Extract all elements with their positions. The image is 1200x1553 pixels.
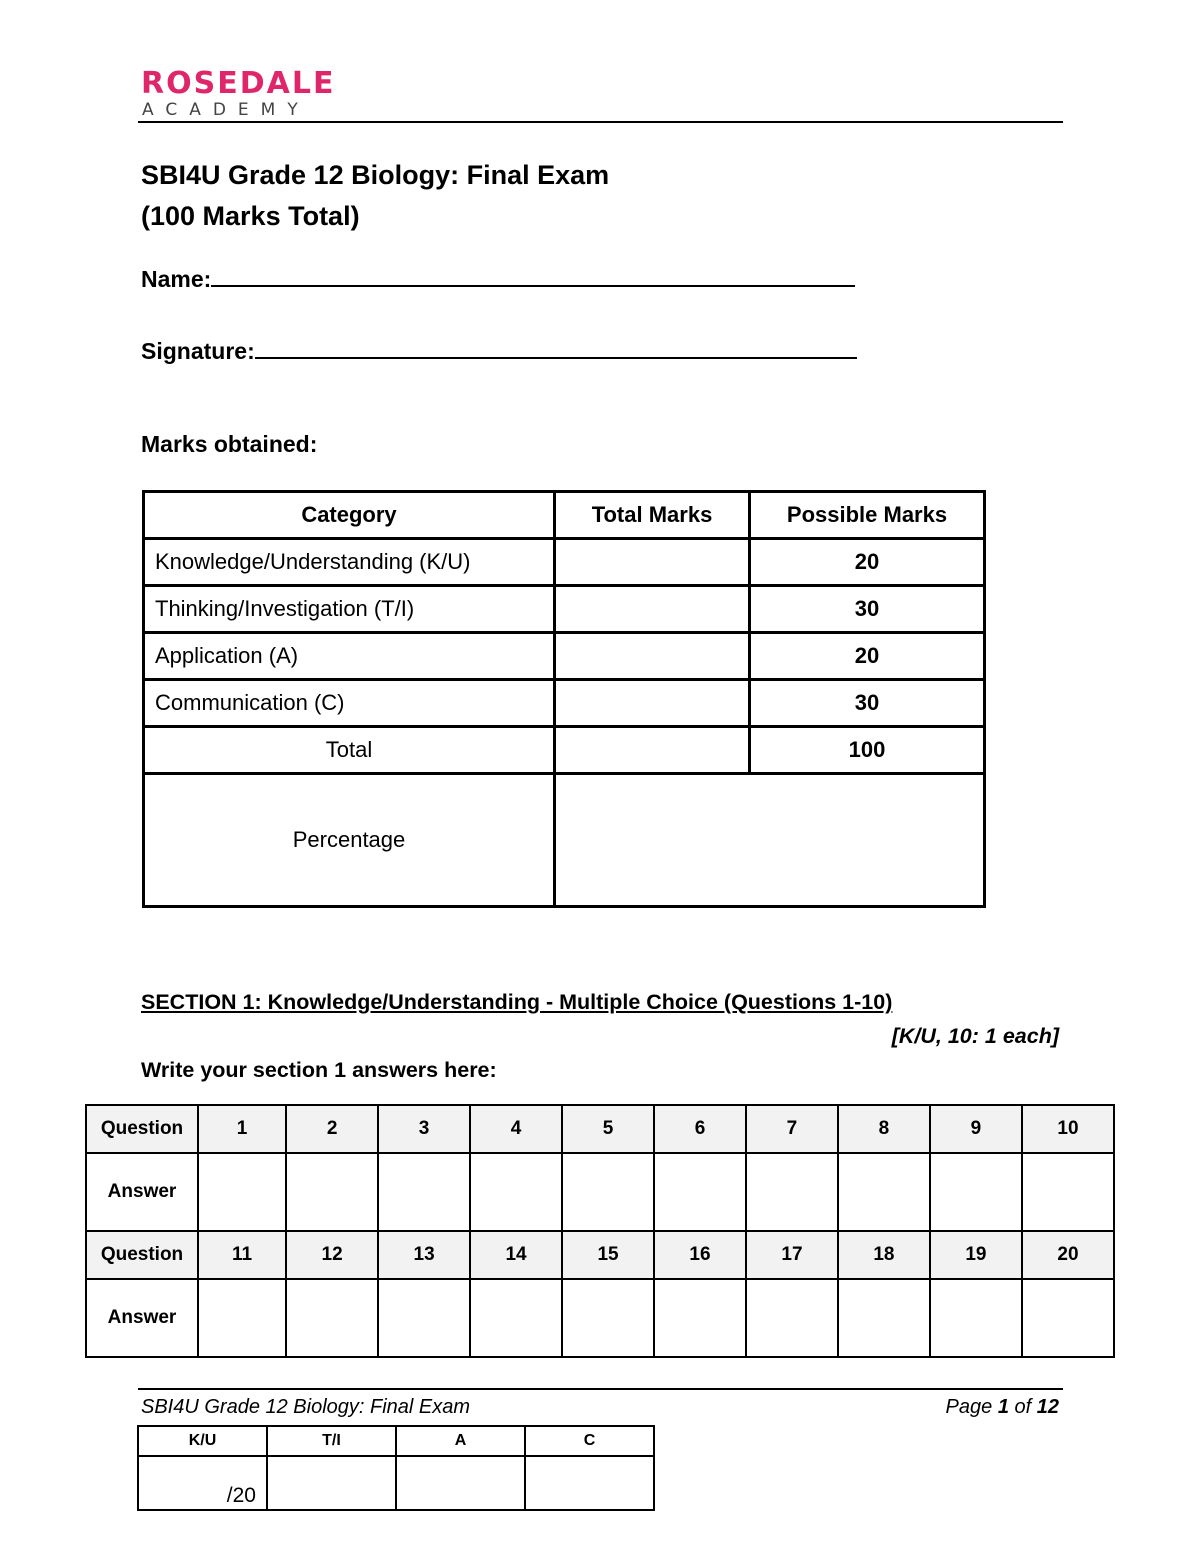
question-number: 20 bbox=[1022, 1231, 1114, 1279]
header-category: Category bbox=[144, 492, 555, 539]
table-row bbox=[144, 633, 985, 680]
answer-cell[interactable] bbox=[470, 1153, 562, 1231]
row-possible: 20 bbox=[750, 539, 985, 586]
section1-heading: SECTION 1: Knowledge/Understanding - Multiple Choice (Questions 1-10) bbox=[141, 990, 893, 1014]
table-row-percentage bbox=[144, 774, 985, 907]
footer-rule bbox=[138, 1388, 1063, 1390]
signature-field bbox=[141, 338, 857, 365]
exam-title-line2: (100 Marks Total) bbox=[141, 201, 360, 231]
score-c-value[interactable] bbox=[525, 1456, 654, 1510]
answer-cell[interactable] bbox=[838, 1279, 930, 1357]
answer-label: Answer bbox=[86, 1153, 198, 1231]
percentage-label: Percentage bbox=[144, 774, 555, 907]
answer-cell[interactable] bbox=[1022, 1279, 1114, 1357]
row-category: Knowledge/Understanding (K/U) bbox=[144, 539, 555, 586]
table-row bbox=[144, 539, 985, 586]
question-number: 9 bbox=[930, 1105, 1022, 1153]
question-number: 19 bbox=[930, 1231, 1022, 1279]
answer-cell[interactable] bbox=[286, 1153, 378, 1231]
answer-cell[interactable] bbox=[838, 1153, 930, 1231]
row-possible: 30 bbox=[750, 586, 985, 633]
question-number: 12 bbox=[286, 1231, 378, 1279]
answer-cell[interactable] bbox=[198, 1153, 286, 1231]
answer-cell[interactable] bbox=[378, 1279, 470, 1357]
answer-cell[interactable] bbox=[198, 1279, 286, 1357]
page-word: Page bbox=[945, 1396, 993, 1418]
question-number: 18 bbox=[838, 1231, 930, 1279]
logo-wordmark: ROSEDALE bbox=[141, 66, 336, 101]
header-total-marks: Total Marks bbox=[555, 492, 750, 539]
answer-cell[interactable] bbox=[562, 1279, 654, 1357]
score-ti-value[interactable] bbox=[267, 1456, 396, 1510]
of-word: of bbox=[1014, 1396, 1032, 1418]
question-label: Question bbox=[86, 1231, 198, 1279]
score-header-ti: T/I bbox=[267, 1426, 396, 1456]
answer-cell[interactable] bbox=[562, 1153, 654, 1231]
answer-row bbox=[86, 1153, 1114, 1231]
score-header-ku: K/U bbox=[138, 1426, 267, 1456]
answer-label: Answer bbox=[86, 1279, 198, 1357]
score-value-row bbox=[138, 1456, 654, 1510]
question-number: 8 bbox=[838, 1105, 930, 1153]
header-possible-marks: Possible Marks bbox=[750, 492, 985, 539]
name-label: Name: bbox=[141, 266, 212, 292]
exam-title-line1: SBI4U Grade 12 Biology: Final Exam bbox=[141, 160, 610, 190]
question-number: 13 bbox=[378, 1231, 470, 1279]
row-total-cell[interactable] bbox=[555, 539, 750, 586]
question-number: 6 bbox=[654, 1105, 746, 1153]
score-header-c: C bbox=[525, 1426, 654, 1456]
score-ku-value[interactable]: /20 bbox=[138, 1456, 267, 1510]
question-number: 3 bbox=[378, 1105, 470, 1153]
question-number: 5 bbox=[562, 1105, 654, 1153]
page-number: 1 bbox=[997, 1396, 1009, 1418]
page-indicator bbox=[946, 1396, 1059, 1419]
section1-write-label: Write your section 1 answers here: bbox=[141, 1058, 497, 1082]
answer-cell[interactable] bbox=[1022, 1153, 1114, 1231]
row-possible: 20 bbox=[750, 633, 985, 680]
exam-title bbox=[141, 155, 609, 237]
table-row-total bbox=[144, 727, 985, 774]
row-total-cell[interactable] bbox=[555, 680, 750, 727]
answer-cell[interactable] bbox=[286, 1279, 378, 1357]
name-input-line[interactable] bbox=[211, 267, 855, 287]
row-category: Total bbox=[144, 727, 555, 774]
section1-note: [K/U, 10: 1 each] bbox=[891, 1024, 1059, 1048]
row-category: Communication (C) bbox=[144, 680, 555, 727]
row-total-cell[interactable] bbox=[555, 727, 750, 774]
row-category: Thinking/Investigation (T/I) bbox=[144, 586, 555, 633]
score-box bbox=[137, 1425, 655, 1511]
question-number: 14 bbox=[470, 1231, 562, 1279]
marks-table-header bbox=[144, 492, 985, 539]
question-number: 4 bbox=[470, 1105, 562, 1153]
question-number: 7 bbox=[746, 1105, 838, 1153]
question-row bbox=[86, 1105, 1114, 1153]
marks-table bbox=[142, 490, 986, 908]
question-row bbox=[86, 1231, 1114, 1279]
answer-cell[interactable] bbox=[746, 1153, 838, 1231]
percentage-cell[interactable] bbox=[555, 774, 985, 907]
answer-cell[interactable] bbox=[654, 1153, 746, 1231]
question-number: 2 bbox=[286, 1105, 378, 1153]
header-rule bbox=[138, 121, 1063, 123]
table-row bbox=[144, 586, 985, 633]
answer-cell[interactable] bbox=[378, 1153, 470, 1231]
logo-subtitle: ACADEMY bbox=[142, 100, 310, 120]
question-number: 10 bbox=[1022, 1105, 1114, 1153]
score-header-a: A bbox=[396, 1426, 525, 1456]
page-total: 12 bbox=[1036, 1396, 1059, 1418]
answer-cell[interactable] bbox=[654, 1279, 746, 1357]
answer-cell[interactable] bbox=[930, 1279, 1022, 1357]
row-total-cell[interactable] bbox=[555, 633, 750, 680]
answer-cell[interactable] bbox=[470, 1279, 562, 1357]
row-possible: 30 bbox=[750, 680, 985, 727]
question-label: Question bbox=[86, 1105, 198, 1153]
row-category: Application (A) bbox=[144, 633, 555, 680]
score-a-value[interactable] bbox=[396, 1456, 525, 1510]
question-number: 11 bbox=[198, 1231, 286, 1279]
score-header-row bbox=[138, 1426, 654, 1456]
row-total-cell[interactable] bbox=[555, 586, 750, 633]
signature-input-line[interactable] bbox=[255, 339, 857, 359]
question-number: 17 bbox=[746, 1231, 838, 1279]
signature-label: Signature: bbox=[141, 338, 255, 364]
marks-obtained-label: Marks obtained: bbox=[141, 431, 318, 457]
row-possible: 100 bbox=[750, 727, 985, 774]
table-row bbox=[144, 680, 985, 727]
answer-cell[interactable] bbox=[746, 1279, 838, 1357]
question-number: 15 bbox=[562, 1231, 654, 1279]
question-number: 1 bbox=[198, 1105, 286, 1153]
answer-grid bbox=[85, 1104, 1115, 1358]
question-number: 16 bbox=[654, 1231, 746, 1279]
name-field bbox=[141, 266, 855, 293]
answer-row bbox=[86, 1279, 1114, 1357]
answer-cell[interactable] bbox=[930, 1153, 1022, 1231]
footer-title: SBI4U Grade 12 Biology: Final Exam bbox=[141, 1396, 471, 1418]
